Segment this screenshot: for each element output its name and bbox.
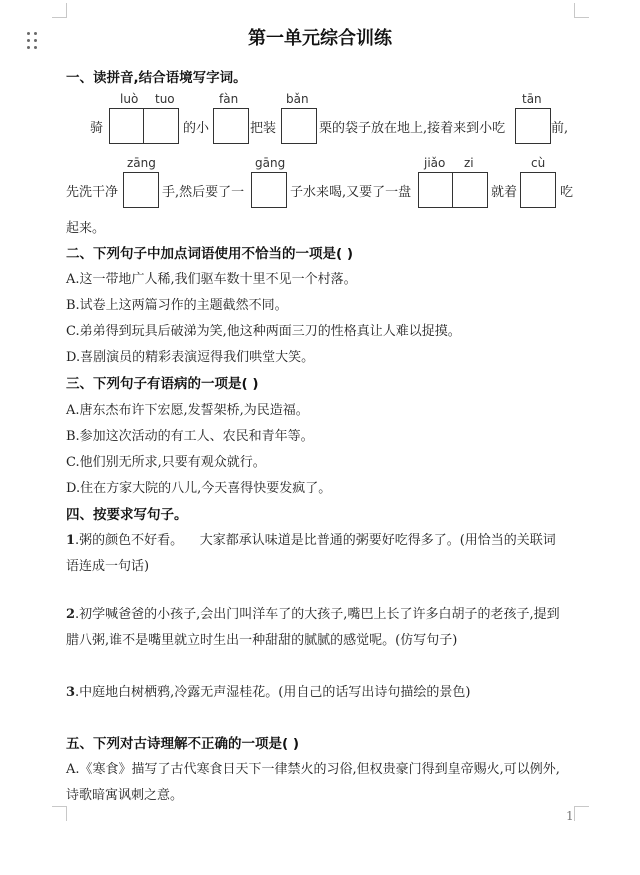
- s1-line2-text1: 先洗干净: [66, 185, 119, 200]
- pinyin-cu: cù: [531, 156, 546, 170]
- answer-box-jiao[interactable]: [418, 172, 454, 208]
- pinyin-gang: gāng: [255, 156, 286, 170]
- answer-box-fan[interactable]: [213, 108, 249, 144]
- section2-option-c: C.弟弟得到玩具后破涕为笑,他这种两面三刀的性格真让人难以捉摸。: [66, 324, 461, 339]
- s1-line1-text1: 骑: [90, 121, 104, 136]
- pinyin-ban: bǎn: [286, 92, 309, 106]
- section2-option-d: D.喜剧演员的精彩表演逗得我们哄堂大笑。: [66, 350, 315, 365]
- answer-box-zi[interactable]: [452, 172, 488, 208]
- section1-heading: 一、读拼音,结合语境写字词。: [66, 70, 247, 86]
- pinyin-zi: zi: [464, 156, 474, 170]
- question1-text: .粥的颜色不好看。 大家都承认味道是比普通的粥要好吃得多了。(用恰当的关联词: [75, 533, 556, 548]
- section3-heading: 三、下列句子有语病的一项是( ): [66, 376, 259, 392]
- section4-heading: 四、按要求写句子。: [66, 507, 188, 523]
- answer-box-tan[interactable]: [515, 108, 551, 144]
- s1-line2-text4: 就着: [491, 185, 518, 200]
- s1-line2-text2: 手,然后要了一: [162, 185, 245, 200]
- s1-line2-text3: 子水来喝,又要了一盘: [290, 185, 412, 200]
- pinyin-zang: zāng: [127, 156, 156, 170]
- pinyin-tan: tān: [522, 92, 542, 106]
- s1-line1-text5: 前,: [551, 121, 569, 136]
- section2-option-b: B.试卷上这两篇习作的主题截然不同。: [66, 298, 288, 313]
- section5-heading: 五、下列对古诗理解不正确的一项是( ): [66, 736, 300, 752]
- question3-text: .中庭地白树栖鸦,冷露无声湿桂花。(用自己的话写出诗句描绘的景色): [75, 685, 471, 700]
- corner-mark-top-right: [574, 3, 589, 18]
- answer-box-gang[interactable]: [251, 172, 287, 208]
- question2-number: 2: [66, 607, 76, 622]
- section3-option-c: C.他们别无所求,只要有观众就行。: [66, 455, 266, 470]
- question1-line2: 语连成一句话): [66, 559, 150, 574]
- s1-line3-text: 起来。: [66, 221, 106, 236]
- answer-box-tuo[interactable]: [143, 108, 179, 144]
- section5-option-a-line2: 诗歌暗寓讽刺之意。: [66, 788, 184, 803]
- corner-mark-bottom-right: [574, 806, 589, 821]
- question1-line1: [66, 529, 556, 548]
- page-number: 1: [566, 809, 574, 823]
- answer-box-zang[interactable]: [123, 172, 159, 208]
- answer-box-cu[interactable]: [520, 172, 556, 208]
- s1-line1-text4: 栗的袋子放在地上,接着来到小吃: [319, 121, 506, 136]
- section3-option-b: B.参加这次活动的有工人、农民和青年等。: [66, 429, 314, 444]
- pinyin-jiao: jiǎo: [424, 156, 446, 170]
- section2-heading: 二、下列句子中加点词语使用不恰当的一项是( ): [66, 246, 354, 262]
- corner-mark-bottom-left: [52, 806, 67, 821]
- section3-option-d: D.住在方家大院的八儿,今天喜得快要发疯了。: [66, 481, 332, 496]
- section2-option-a: A.这一带地广人稀,我们驱车数十里不见一个村落。: [66, 272, 357, 287]
- question2-line1: [66, 603, 560, 622]
- s1-line1-text3: 把装: [250, 121, 277, 136]
- s1-line2-text5: 吃: [560, 185, 574, 200]
- answer-box-ban[interactable]: [281, 108, 317, 144]
- question2-line2: 腊八粥,谁不是嘴里就立时生出一种甜甜的腻腻的感觉呢。(仿写句子): [66, 633, 458, 648]
- question2-text: .初学喊爸爸的小孩子,会出门叫洋车了的大孩子,嘴巴上长了许多白胡子的老孩子,提到: [75, 607, 560, 622]
- question3-line1: [66, 681, 470, 700]
- pinyin-fan: fàn: [219, 92, 239, 106]
- pinyin-tuo: tuo: [155, 92, 175, 106]
- section3-option-a: A.唐东杰布许下宏愿,发誓架桥,为民造福。: [66, 403, 309, 418]
- corner-mark-top-left: [52, 3, 67, 18]
- answer-box-luo[interactable]: [109, 108, 145, 144]
- pinyin-luo: luò: [120, 92, 139, 106]
- s1-line1-text2: 的小: [183, 121, 210, 136]
- question3-number: 3: [66, 685, 76, 700]
- section5-option-a-line1: A.《寒食》描写了古代寒食日天下一律禁火的习俗,但权贵豪门得到皇帝赐火,可以例外,: [66, 762, 560, 777]
- question1-number: 1: [66, 533, 76, 548]
- page-title: 第一单元综合训练: [248, 28, 392, 49]
